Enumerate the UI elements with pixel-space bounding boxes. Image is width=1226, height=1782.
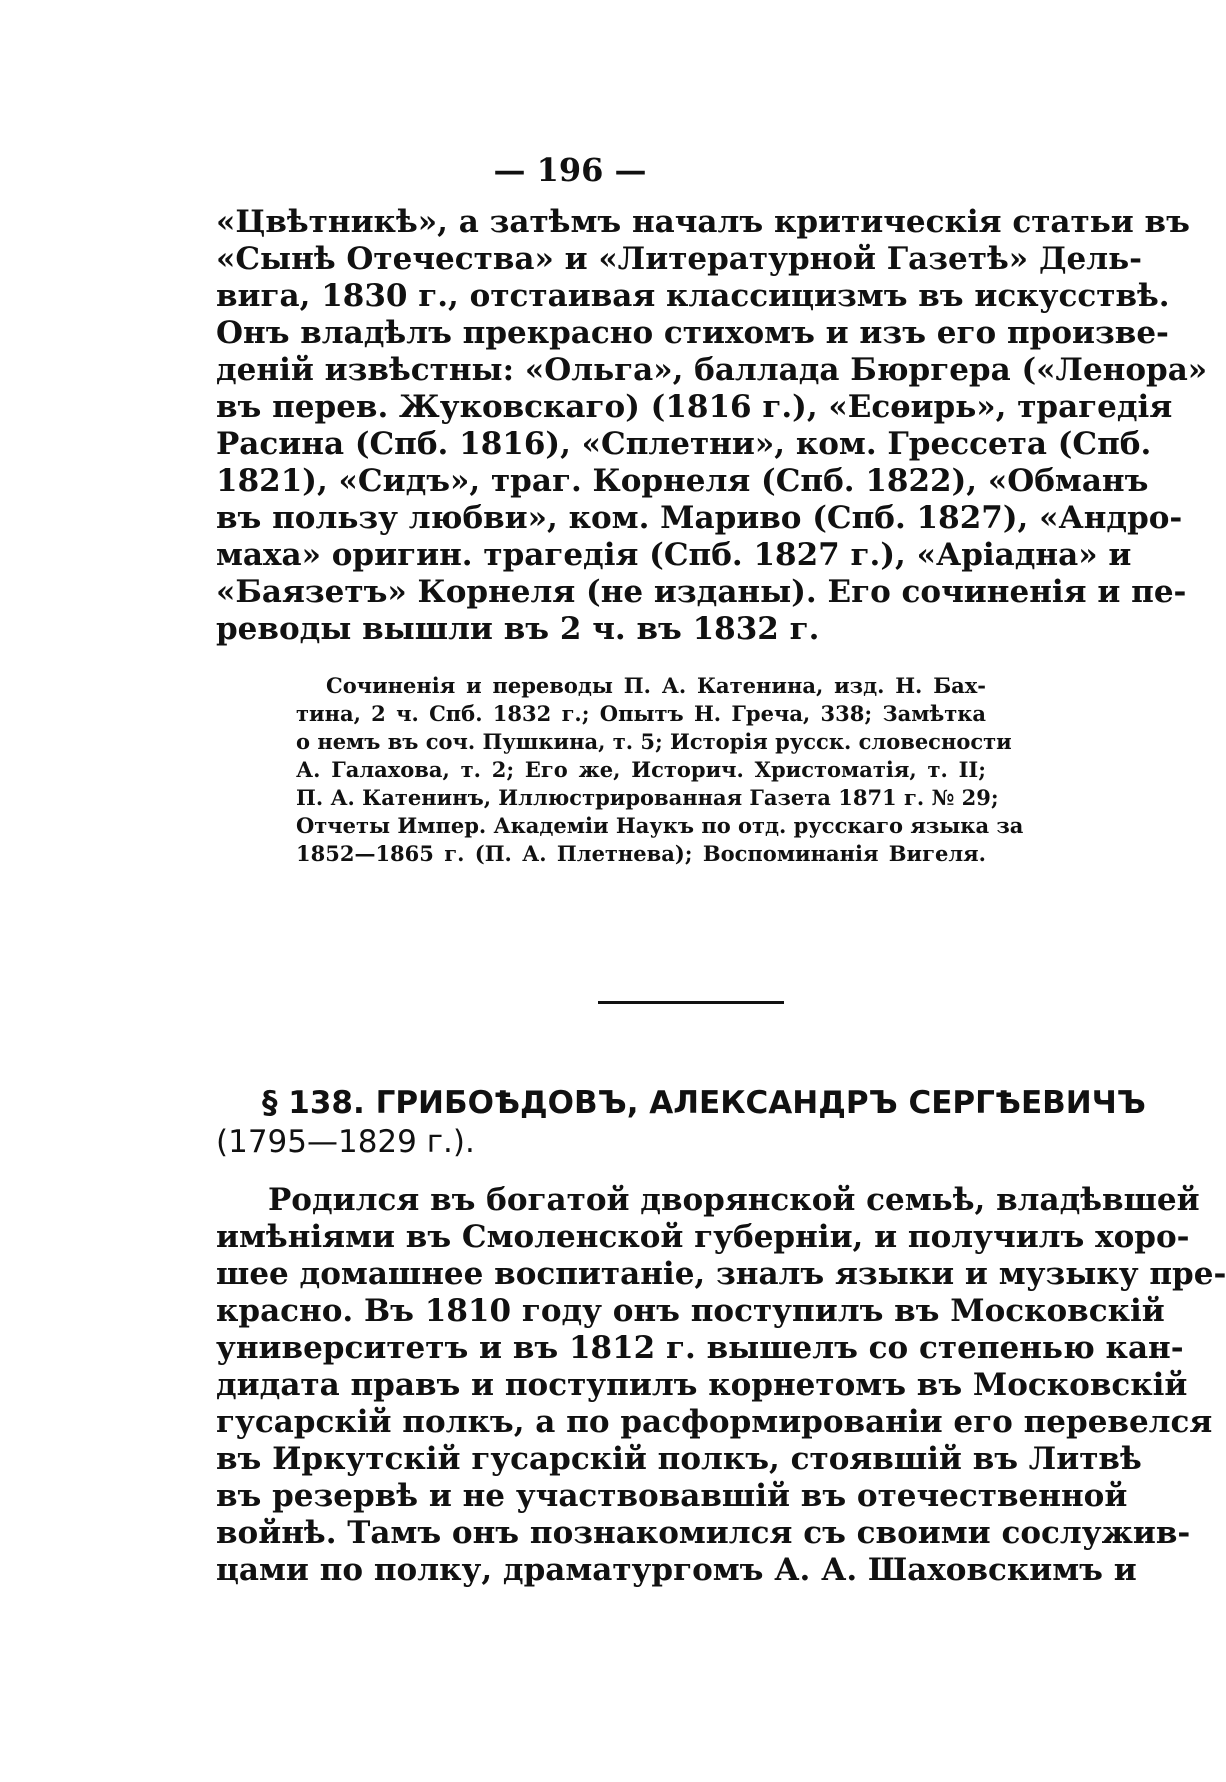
text-line: маха» оригин. трагедія (Спб. 1827 г.), «Аріадна» и xyxy=(216,537,1132,573)
note-line: П. А. Катенинъ, Иллюстрированная Газета 1871 г. № 29; xyxy=(296,785,999,810)
text-line: Онъ владѣлъ прекрасно стихомъ и изъ его произве- xyxy=(216,315,1169,351)
section-dates: (1795—1829 г.). xyxy=(216,1124,475,1160)
text-line: имѣніями въ Смоленской губерніи, и получилъ хоро- xyxy=(216,1219,1190,1255)
section-title: § 138. ГРИБОѢДОВЪ, АЛЕКСАНДРЪ СЕРГѢЕВИЧЪ xyxy=(262,1085,1146,1121)
text-line: въ Иркутскій гусарскій полкъ, стоявшій въ Литвѣ xyxy=(216,1441,1142,1477)
text-line: въ резервѣ и не участвовавшій въ отечественной xyxy=(216,1478,1128,1514)
text-line: шее домашнее воспитаніе, зналъ языки и музыку пре- xyxy=(216,1256,1226,1292)
text-line: деній извѣстны: «Ольга», баллада Бюргера («Ленора» xyxy=(216,352,1208,388)
note-line: тина, 2 ч. Спб. 1832 г.; Опытъ Н. Греча, 338; Замѣтка xyxy=(296,701,986,726)
text-line: 1821), «Сидъ», траг. Корнеля (Спб. 1822), «Обманъ xyxy=(216,463,1149,499)
text-line: въ пользу любви», ком. Мариво (Спб. 1827), «Андро- xyxy=(216,500,1183,536)
note-line: о немъ въ соч. Пушкина, т. 5; Исторія русск. словесности xyxy=(296,729,1012,754)
text-line: университетъ и въ 1812 г. вышелъ со степенью кан- xyxy=(216,1330,1184,1366)
note-line: Сочиненія и переводы П. А. Катенина, изд. Н. Бах- xyxy=(326,673,986,698)
page-number: — 196 — xyxy=(493,151,647,189)
text-line: дидата правъ и поступилъ корнетомъ въ Московскій xyxy=(216,1367,1188,1403)
text-line: Родился въ богатой дворянской семьѣ, владѣвшей xyxy=(268,1182,1200,1218)
text-line: цами по полку, драматургомъ А. А. Шаховскимъ и xyxy=(216,1552,1137,1588)
text-line: вига, 1830 г., отстаивая классицизмъ въ искусствѣ. xyxy=(216,278,1170,314)
text-line: красно. Въ 1810 году онъ поступилъ въ Московскій xyxy=(216,1293,1165,1329)
section-divider xyxy=(598,1001,784,1004)
note-line: А. Галахова, т. 2; Его же, Историч. Христоматія, т. II; xyxy=(296,757,986,782)
text-line: «Цвѣтникѣ», а затѣмъ началъ критическія статьи въ xyxy=(216,204,1190,240)
note-line: Отчеты Импер. Академіи Наукъ по отд. русскаго языка за xyxy=(296,813,1024,838)
text-line: войнѣ. Тамъ онъ познакомился съ своими сослужив- xyxy=(216,1515,1191,1551)
text-line: Расина (Спб. 1816), «Сплетни», ком. Грессета (Спб. xyxy=(216,426,1152,462)
text-line: «Баязетъ» Корнеля (не изданы). Его сочиненія и пе- xyxy=(216,574,1187,610)
text-line: въ перев. Жуковскаго) (1816 г.), «Есѳирь», трагедія xyxy=(216,389,1173,425)
text-line: «Сынѣ Отечества» и «Литературной Газетѣ» Дель- xyxy=(216,241,1142,277)
note-line: 1852—1865 г. (П. А. Плетнева); Воспоминанія Вигеля. xyxy=(296,841,986,866)
text-line: реводы вышли въ 2 ч. въ 1832 г. xyxy=(216,611,820,647)
text-line: гусарскій полкъ, а по расформированіи его перевелся xyxy=(216,1404,1213,1440)
